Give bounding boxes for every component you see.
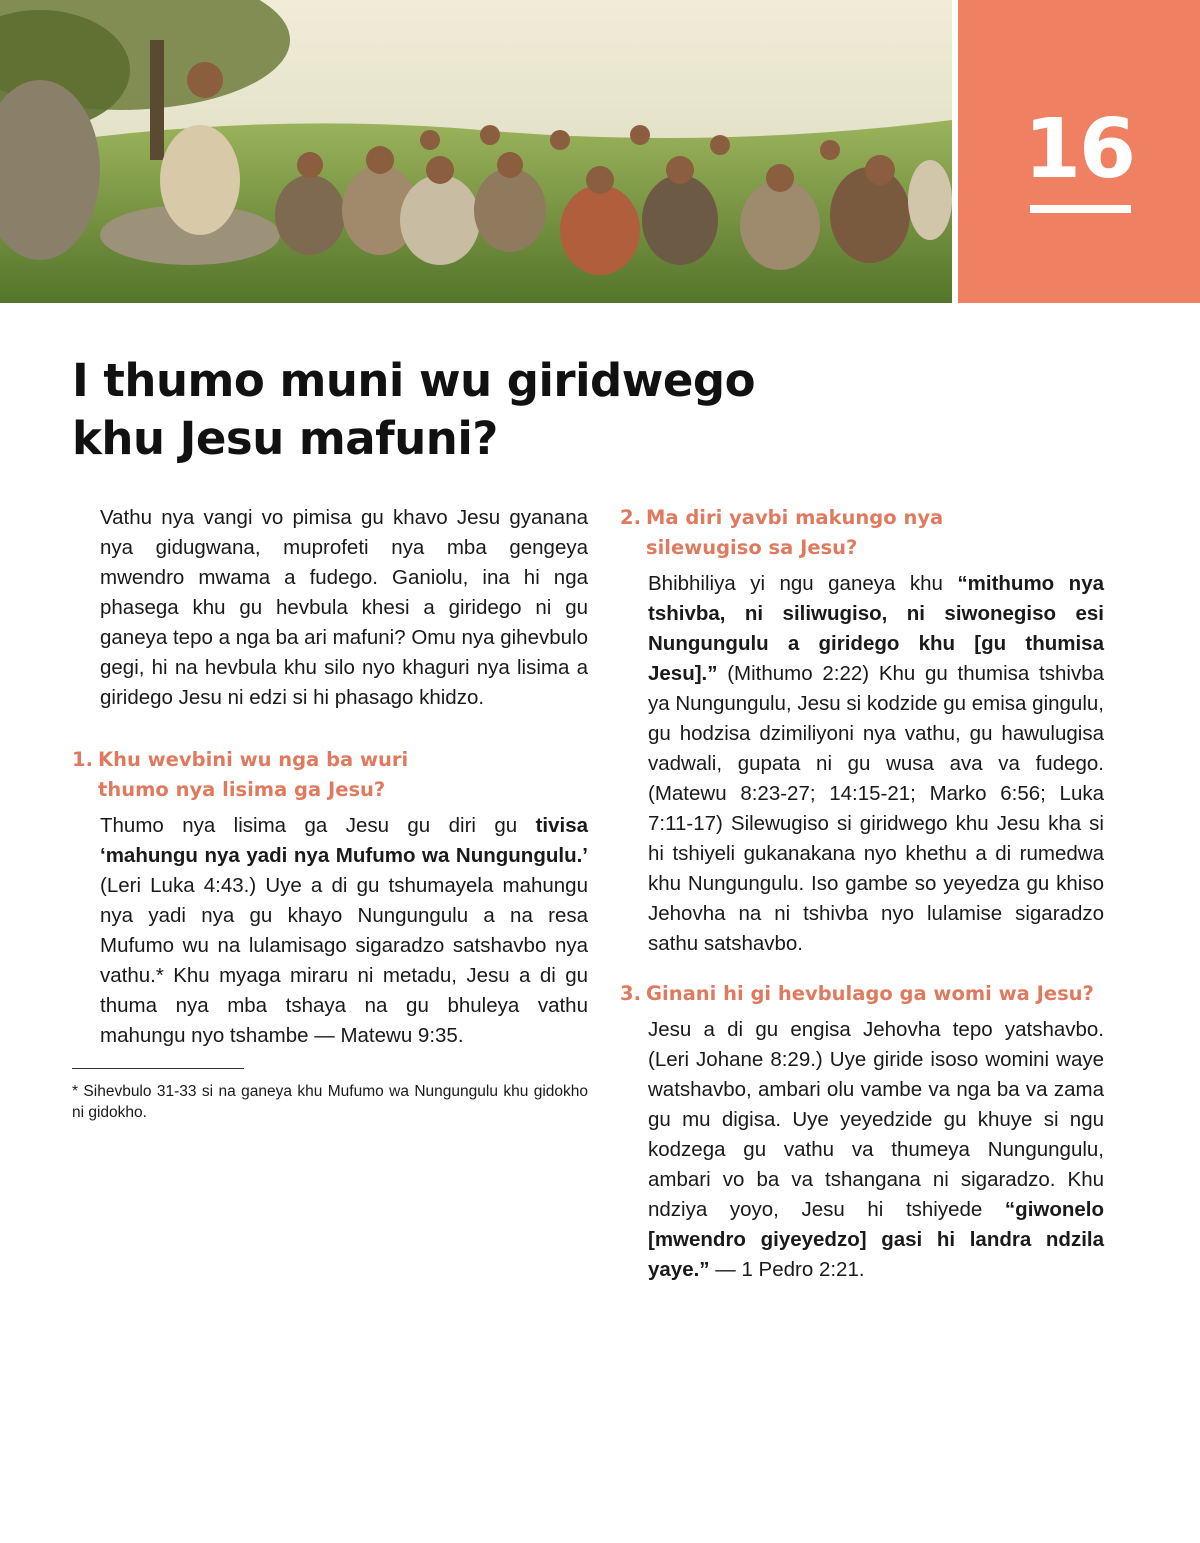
- question-1-number: 1.: [72, 748, 93, 771]
- answer-1-part2: (Leri Luka 4:43.) Uye a di gu tshumayela mahungu nya yadi nya gu khayo Nungungulu a na resa Mufumo wu na lulamisago sigaradzo satshavbo nya vathu.* Khu myaga miraru ni metadu, Jesu a di gu thuma nya mba tshaya na gu bhuleya vathu mahungu nyo tshambe — Matewu 9:35.: [100, 874, 588, 1047]
- question-3-number: 3.: [620, 982, 641, 1005]
- answer-3-part1: Jesu a di gu engisa Jehovha tepo yatshavbo. (Leri Johane 8:29.) Uye giride isoso womini waye watshavbo, ambari olu vambe va nga ba va zama gu mu digisa. Uye yeyedzide gu khuye si ngu kodzega gu vathu va thumeya Nungungulu, ambari vo ba va tshangana ni sigaradzo. Khu ndziya yoyo, Jesu hi tshiyede: [648, 1018, 1104, 1221]
- answer-3-paragraph: [620, 1015, 1104, 1285]
- answer-2-part2: (Mithumo 2:22) Khu gu thumisa tshivba ya Nungungulu, Jesu si kodzide gu emisa gingulu, gu hodzisa dzimiliyoni nya vathu, gu hawulugisa vadwali, gupata ni gu wusa ava va fudego. (Matewu 8:23-27; 14:15-21; Marko 6:56; Luka 7:11-17) Silewugiso si giridwego khu Jesu kha si hi tshiyeli gukanakana nyo khethu a di rumedwa khu Nungungulu. Iso gambe so yeyedza gu khiso Jehovha na ni tshivba nyo lulamise sigaradzo sathu satshavbo.: [648, 662, 1104, 955]
- question-1-text: Khu wevbini wu nga ba wuri thumo nya lisima ga Jesu?: [98, 748, 409, 801]
- answer-2-paragraph: [620, 569, 1104, 959]
- answer-2-bold: “mithumo nya tshivba, ni siliwugiso, ni siwonegiso esi Nungungulu a giridego khu [gu thumisa Jesu].”: [648, 572, 1104, 685]
- header-illustration: [0, 0, 952, 303]
- answer-2-part1: Bhibhiliya yi ngu ganeya khu: [648, 572, 958, 595]
- answer-1-paragraph: [72, 811, 588, 1051]
- question-1-heading: [72, 745, 588, 805]
- answer-1-part1: Thumo nya lisima ga Jesu gu diri gu: [100, 814, 536, 837]
- page-title-line2: khu Jesu mafuni?: [72, 412, 498, 465]
- chapter-number-box: [958, 0, 1200, 303]
- intro-paragraph: Vathu nya vangi vo pimisa gu khavo Jesu gyanana nya gidugwana, muprofeti nya mba gengeya mwendro mwama a fudego. Ganiolu, ina hi nga phasega khu gu hevbula khesi a giridego ni gu ganeya tepo a nga ba ari mafuni? Omu nya gihevbulo gegi, hi na hevbula khu silo nyo khaguri nya lisima a giridego Jesu ni edzi si hi phasago khidzo.: [100, 506, 588, 709]
- footnote-divider: [72, 1068, 244, 1069]
- page-title: [72, 352, 832, 468]
- answer-3-bold: “giwonelo [mwendro giyeyedzo] gasi hi landra ndzila yaye.”: [648, 1198, 1104, 1281]
- crowd-on-hillside-image: [0, 0, 952, 303]
- answer-1-bold: tivisa ‘mahungu nya yadi nya Mufumo wa Nungungulu.’: [100, 814, 588, 867]
- question-3-heading: [620, 979, 1104, 1009]
- question-3-text: Ginani hi gi hevbulago ga womi wa Jesu?: [646, 982, 1094, 1005]
- right-column: [620, 503, 1104, 1285]
- answer-3-part2: — 1 Pedro 2:21.: [709, 1258, 865, 1281]
- chapter-number: 16: [1023, 102, 1135, 197]
- question-2-text: Ma diri yavbi makungo nya silewugiso sa Jesu?: [646, 506, 944, 559]
- chapter-underline: [1030, 205, 1131, 213]
- left-column: [72, 503, 588, 1123]
- question-2-heading: [620, 503, 1104, 563]
- page-title-line1: I thumo muni wu giridwego: [72, 354, 755, 407]
- footnote: * Sihevbulo 31-33 si na ganeya khu Mufumo wa Nungungulu khu gidokho ni gidokho.: [72, 1083, 588, 1121]
- question-2-number: 2.: [620, 506, 641, 529]
